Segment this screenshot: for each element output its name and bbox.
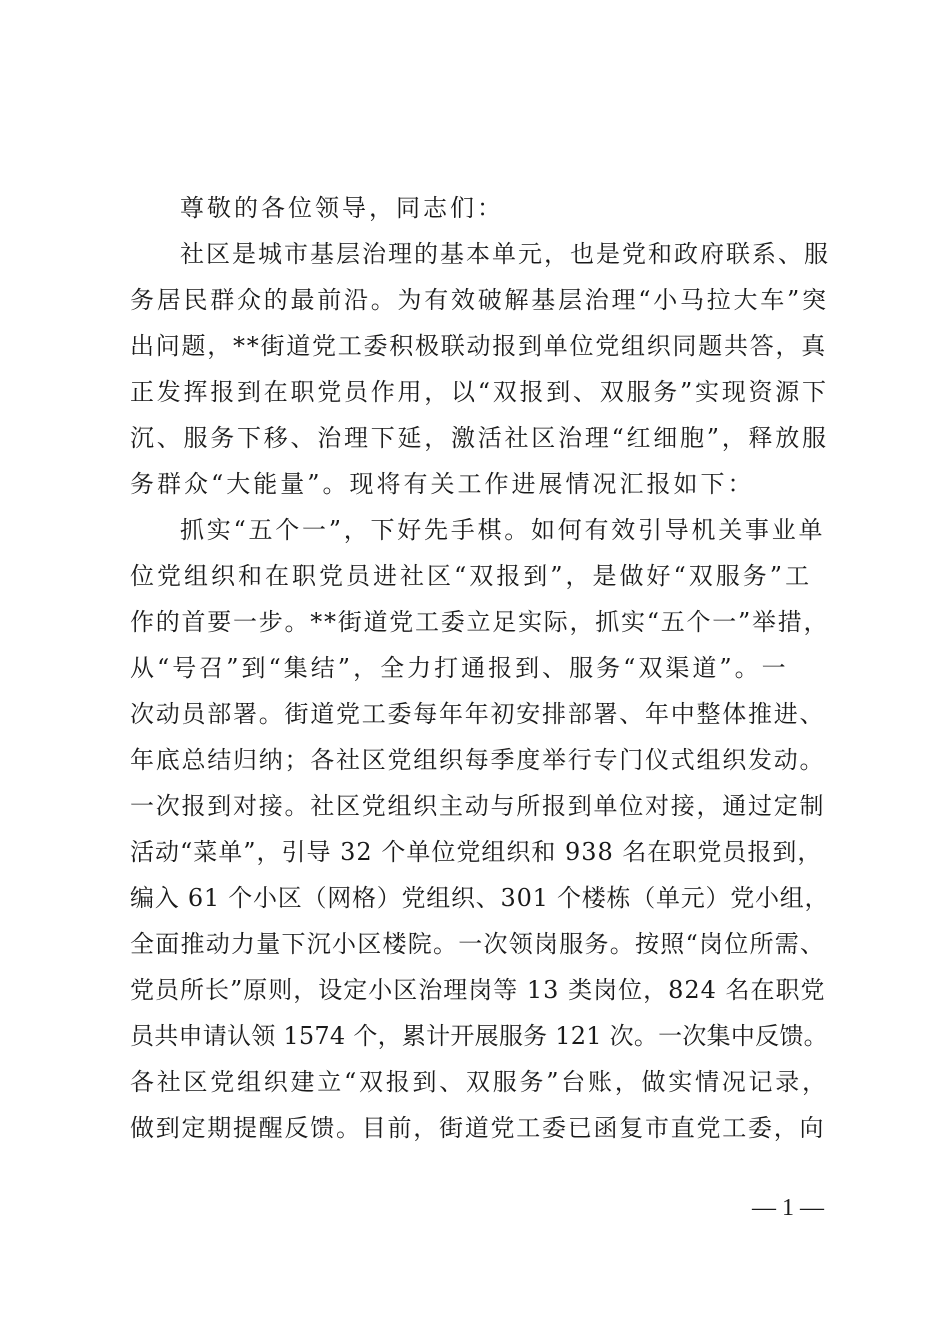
paragraph-line: 务居民群众的最前沿。为有效破解基层治理“小马拉大车”突 <box>130 286 829 314</box>
paragraph-line: 从“号召”到“集结”，全力打通报到、服务“双渠道”。一 <box>130 654 789 682</box>
paragraph-line: 年底总结归纳；各社区党组织每季度举行专门仪式组织发动。 <box>130 746 826 774</box>
paragraph-line: 出问题，**街道党工委积极联动报到单位党组织同题共答，真 <box>130 332 827 360</box>
paragraph-line: 位党组织和在职党员进社区“双报到”，是做好“双服务”工 <box>130 562 813 590</box>
paragraph-line: 编入 61 个小区（网格）党组织、301 个楼栋（单元）党小组， <box>130 884 830 912</box>
paragraph-line: 抓实“五个一”，下好先手棋。如何有效引导机关事业单 <box>180 516 826 544</box>
paragraph-line: 各社区党组织建立“双报到、双服务”台账，做实情况记录， <box>130 1068 829 1096</box>
paragraph-line: 正发挥报到在职党员作用，以“双报到、双服务”实现资源下 <box>130 378 829 406</box>
paragraph-line: 社区是城市基层治理的基本单元，也是党和政府联系、服 <box>180 240 830 268</box>
paragraph-line: 沉、服务下移、治理下延，激活社区治理“红细胞”，释放服 <box>130 424 829 452</box>
page-number: — 1 — <box>752 1195 824 1221</box>
paragraph-line: 务群众“大能量”。现将有关工作进展情况汇报如下： <box>130 470 755 498</box>
paragraph-line: 作的首要一步。**街道党工委立足实际，抓实“五个一”举措， <box>130 608 830 636</box>
paragraph-line: 做到定期提醒反馈。目前，街道党工委已函复市直党工委，向 <box>130 1114 826 1142</box>
paragraph-line: 全面推动力量下沉小区楼院。一次领岗服务。按照“岗位所需、 <box>130 930 826 958</box>
salutation: 尊敬的各位领导，同志们： <box>180 194 504 222</box>
paragraph-line: 员共申请认领 1574 个，累计开展服务 121 次。一次集中反馈。 <box>130 1022 828 1050</box>
paragraph-line: 党员所长”原则，设定小区治理岗等 13 类岗位，824 名在职党 <box>130 976 826 1004</box>
paragraph-line: 次动员部署。街道党工委每年年初安排部署、年中整体推进、 <box>130 700 826 728</box>
paragraph-line: 一次报到对接。社区党组织主动与所报到单位对接，通过定制 <box>130 792 826 820</box>
paragraph-line: 活动“菜单”，引导 32 个单位党组织和 938 名在职党员报到， <box>130 838 823 866</box>
